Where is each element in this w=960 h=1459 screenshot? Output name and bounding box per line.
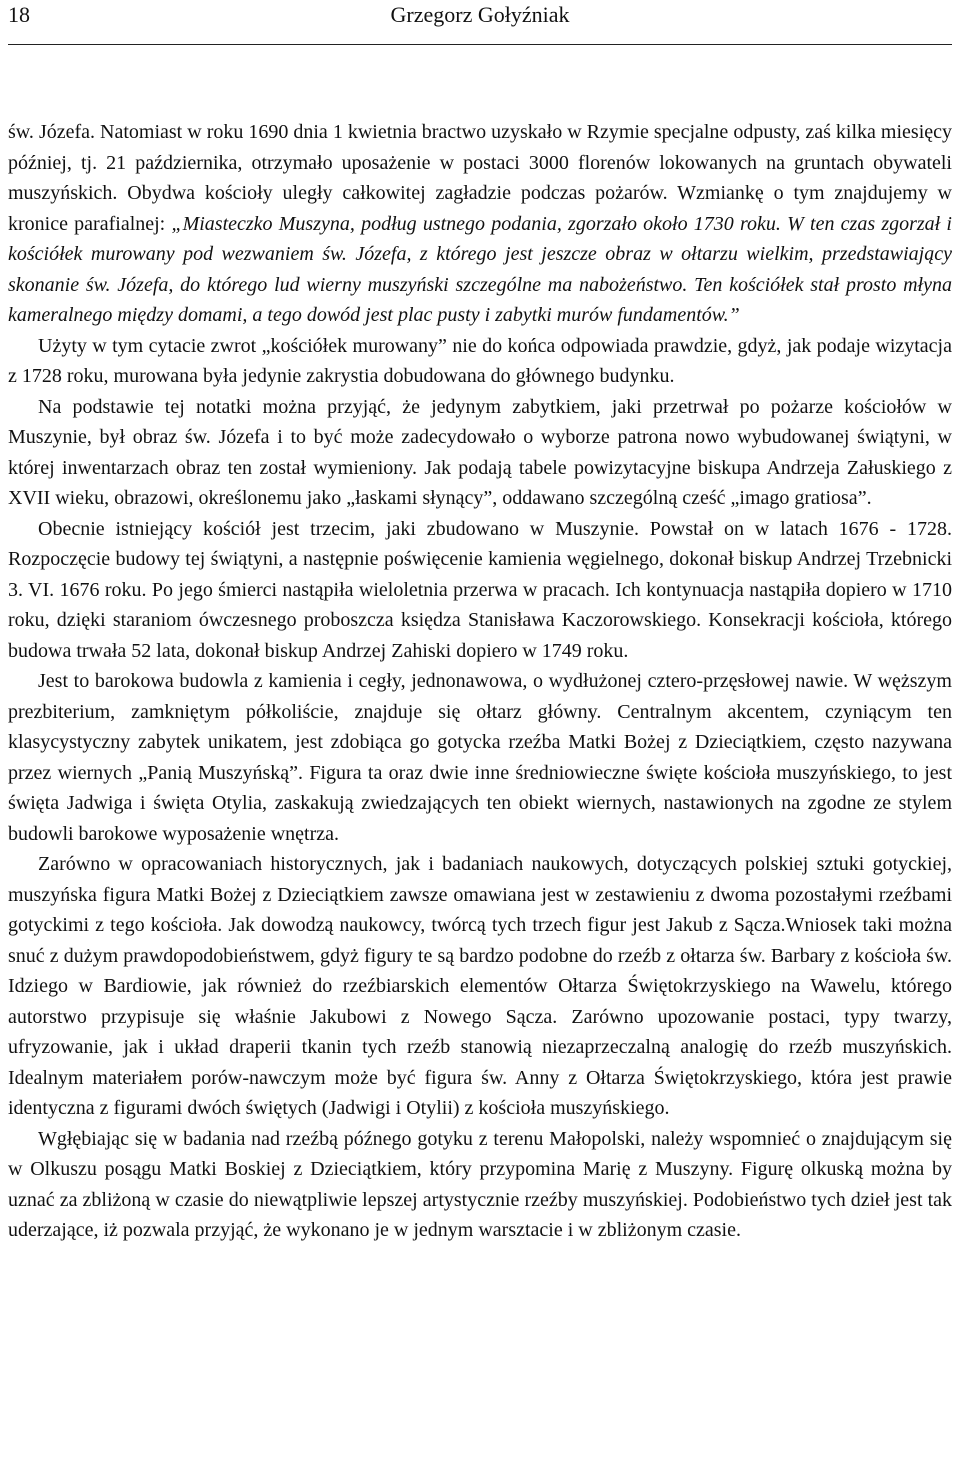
running-header [8,0,952,45]
document-page [8,0,952,1246]
paragraph-5: Jest to barokowa budowla z kamienia i cegły, jednonawowa, o wydłużonej cztero-przęsłowej nawie. W węższym prezbiterium, zamkniętym półkoliście, znajduje się ołtarz główny. Centralnym akcentem, czyniącym ten klasycystyczny zabytek unikatem, jest zdobiąca go gotycka rzeźba Matki Bożej z Dzieciątkiem, często nazywana przez wiernych „Panią Muszyńską”. Figura ta oraz dwie inne średniowieczne święte kościoła muszyńskiego, to jest święta Jadwiga i święta Otylia, zaskakują zwiedzających ten obiekt wiernych, nastawionych na zgodne ze stylem budowli barokowe wyposażenie wnętrza. [8,670,952,845]
paragraph-7: Wgłębiając się w badania nad rzeźbą późnego gotyku z terenu Małopolski, należy wspomnieć o znajdującym się w Olkuszu posągu Matki Boskiej z Dzieciątkiem, który przypomina Marię z Muszyny. Figurę olkuską można by uznać za zbliżoną w czasie do niewątpliwie lepszej artystycznie rzeźby muszyńskiej. Podobieństwo tych dzieł jest tak uderzające, iż pozwala przyjąć, że wykonano je w jednym warsztacie i w zbliżonym czasie. [8,1127,952,1241]
body-text [8,117,952,1246]
paragraph-1-text: św. Józefa. Natomiast w roku 1690 dnia 1 kwietnia bractwo uzyskało w Rzymie specjalne odpusty, zaś kilka miesięcy później, tj. 21 października, otrzymało uposażenie w postaci 3000 florenów lokowanych na gruntach obywateli muszyńskich. Obydwa kościoły uległy całkowitej zagładzie podczas pożarów. Wzmiankę o tym znajdujemy w kronice parafialnej: [8,121,952,235]
paragraph-6: Zarówno w opracowaniach historycznych, jak i badaniach naukowych, dotyczących polskiej sztuki gotyckiej, muszyńska figura Matki Bożej z Dzieciątkiem zawsze omawiana jest w zestawieniu z dwoma pozostałymi rzeźbami gotyckimi z tego kościoła. Jak dowodzą naukowcy, twórcą tych trzech figur jest Jakub z Sącza.Wniosek taki można snuć z dużym prawdopodobieństwem, gdyż figury te są bardzo podobne do rzeźb z ołtarza św. Barbary z kościoła św. Idziego w Bardiowie, jak również do rzeźbiarskich elementów Ołtarza Świętokrzyskiego na Wawelu, którego autorstwo przypisuje się właśnie Jakubowi z Nowego Sącza. Zarówno upozowanie postaci, typy twarzy, ufryzowanie, jak i układ draperii tkanin tych rzeźb stanowią niezaprzeczalną analogię do rzeźb muszyńskich. Idealnym materiałem porów-nawczym może być figura św. Anny z Ołtarza Świętokrzyskiego, która jest prawie identyczna z figurami dwóch świętych (Jadwigi i Otylii) z kościoła muszyńskiego. [8,853,952,1119]
page-number: 18 [8,2,30,27]
paragraph-1 [8,117,952,331]
paragraph-2: Użyty w tym cytacie zwrot „kościółek murowany” nie do końca odpowiada prawdzie, gdyż, jak podaje wizytacja z 1728 roku, murowana była jedynie zakrystia dobudowana do głównego budynku. [8,334,952,387]
chronicle-quote: „Miasteczko Muszyna, podług ustnego podania, zgorzało około 1730 roku. W ten czas zgorzał i kościółek murowany pod wezwaniem św. Józefa, z którego jest jeszcze obraz w ołtarzu wielkim, przedstawiający skonanie św. Józefa, do którego lud wierny muszyński szczególne ma nabożeństwo. Ten kościółek stał prosto młyna kameralnego między domami, a tego dowód jest plac pusty i zabytki murów fundamentów.” [8,212,952,326]
paragraph-4: Obecnie istniejący kościół jest trzecim, jaki zbudowano w Muszynie. Powstał on w latach 1676 - 1728. Rozpoczęcie budowy tej świątyni, a następnie poświęcenie kamienia węgielnego, dokonał biskup Andrzej Trzebnicki 3. VI. 1676 roku. Po jego śmierci nastąpiła wieloletnia przerwa w pracach. Ich kontynuacja nastąpiła dopiero w 1710 roku, dzięki staraniom ówczesnego proboszcza księdza Stanisława Kaczorowskiego. Konsekracji kościoła, którego budowa trwała 52 lata, dokonał biskup Andrzej Zahiski dopiero w 1749 roku. [8,517,952,662]
paragraph-3: Na podstawie tej notatki można przyjąć, że jedynym zabytkiem, jaki przetrwał po pożarze kościołów w Muszynie, był obraz św. Józefa i to być może zadecydowało o wyborze patrona nowo wybudowanej świątyni, w której inwentarzach obraz ten został wymieniony. Jak podają tabele powizytacyjne biskupa Andrzeja Załuskiego z XVII wieku, obrazowi, określonemu jako „łaskami słynący”, oddawano szczególną cześć „imago gratiosa”. [8,395,952,509]
running-author: Grzegorz Gołyźniak [390,2,570,27]
